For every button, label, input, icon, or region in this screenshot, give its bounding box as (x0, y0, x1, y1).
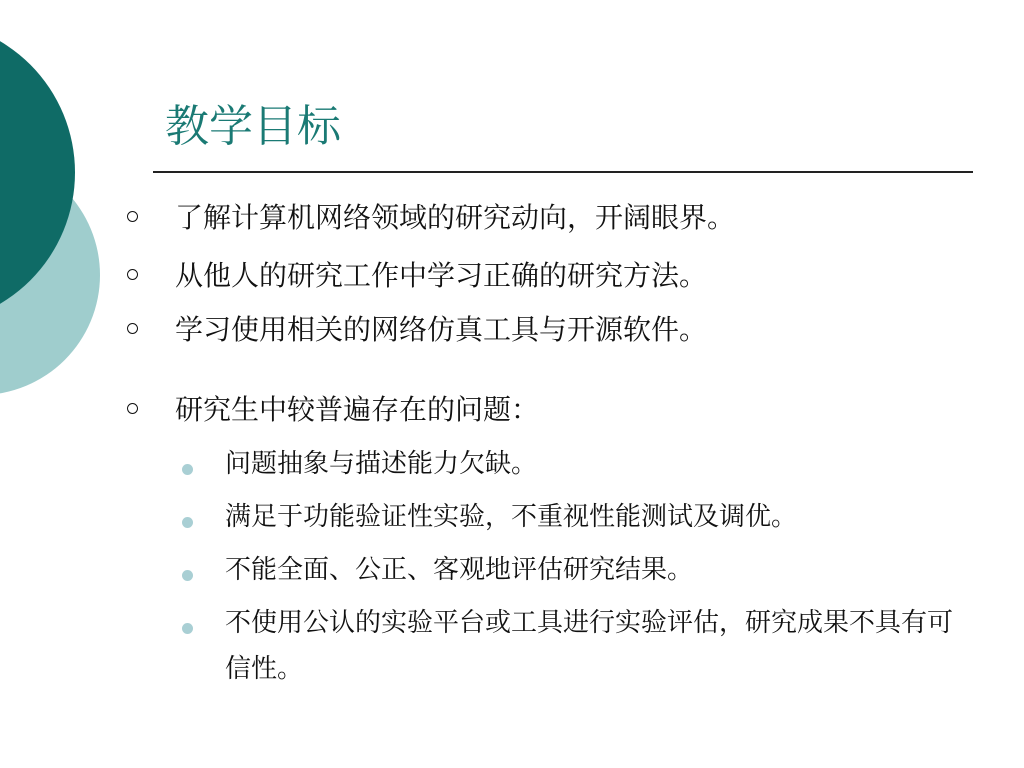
problem-item-1 (182, 449, 982, 487)
problem-item-4 (182, 608, 982, 692)
goal-text: 了解计算机网络领域的研究动向，开阔眼界。 (175, 201, 736, 234)
problem-item-2 (182, 502, 982, 540)
hollow-circle-bullet-icon (127, 403, 138, 414)
title-divider (153, 171, 973, 173)
filled-dot-bullet-icon (182, 623, 193, 634)
filled-dot-bullet-icon (182, 464, 193, 475)
problem-item-3 (182, 555, 982, 593)
goal-item-2 (127, 254, 707, 294)
filled-dot-bullet-icon (182, 517, 193, 528)
problems-heading (127, 388, 539, 428)
goal-text: 学习使用相关的网络仿真工具与开源软件。 (175, 313, 708, 346)
hollow-circle-bullet-icon (127, 211, 138, 222)
problem-text: 不能全面、公正、客观地评估研究结果。 (225, 555, 694, 585)
problem-text: 不使用公认的实验平台或工具进行实验评估，研究成果不具有可信性。 (225, 608, 954, 684)
goal-item-3 (127, 308, 707, 348)
problems-heading-text: 研究生中较普遍存在的问题： (175, 393, 540, 426)
hollow-circle-bullet-icon (127, 323, 138, 334)
goal-text: 从他人的研究工作中学习正确的研究方法。 (175, 259, 708, 292)
hollow-circle-bullet-icon (127, 269, 138, 280)
goal-item-1 (127, 196, 735, 236)
filled-dot-bullet-icon (182, 570, 193, 581)
problem-text: 满足于功能验证性实验，不重视性能测试及调优。 (225, 502, 798, 532)
slide-title: 教学目标 (165, 101, 341, 152)
problem-text: 问题抽象与描述能力欠缺。 (225, 449, 538, 479)
